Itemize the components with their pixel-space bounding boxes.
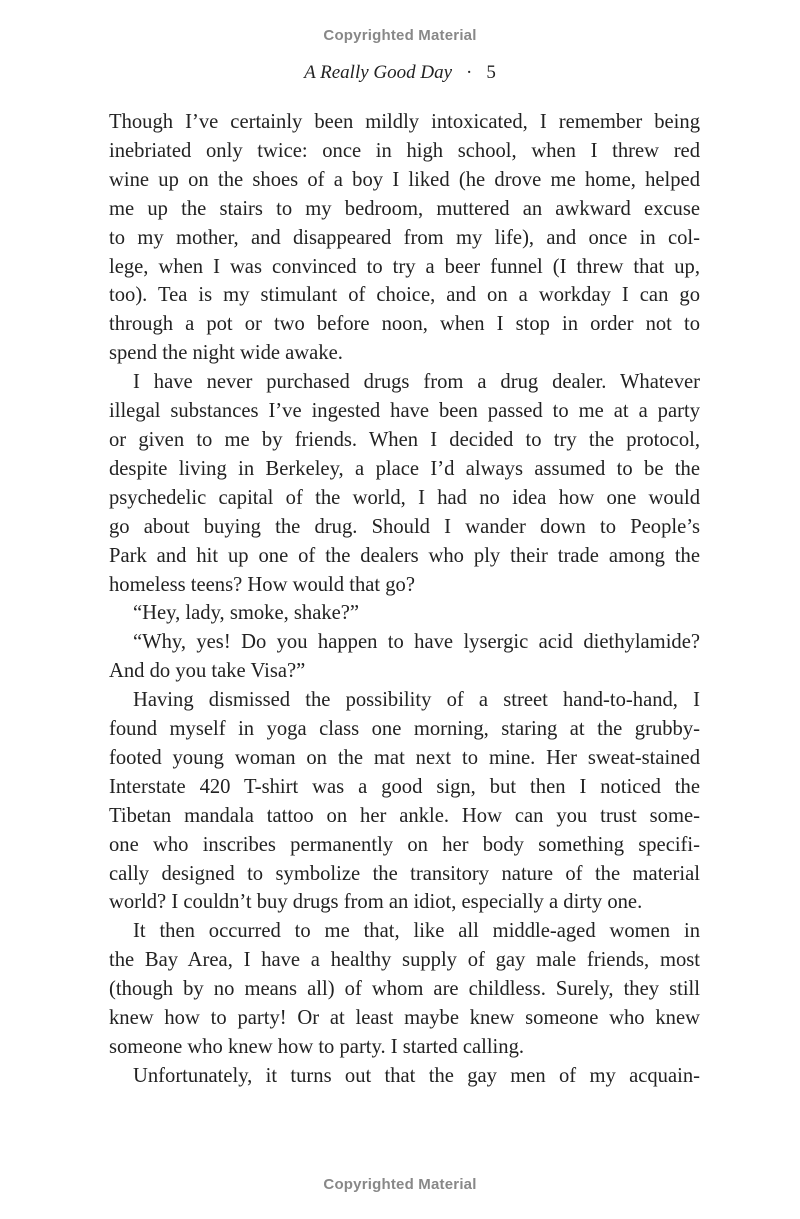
copyright-watermark-top: Copyrighted Material [323,27,477,44]
running-head [0,62,800,84]
text-line: footed young woman on the mat next to mine. Her sweat-stained [109,746,700,769]
text-line: cally designed to symbolize the transitory nature of the material [109,862,700,885]
text-line: And do you take Visa?” [109,660,306,683]
text-line: I have never purchased drugs from a drug dealer. Whatever [133,371,700,394]
text-line: homeless teens? How would that go? [109,573,415,596]
text-line: Park and hit up one of the dealers who ply their trade among the [109,544,700,567]
text-line: Tibetan mandala tattoo on her ankle. How can you trust some- [109,804,700,827]
text-line: to my mother, and disappeared from my life), and once in col- [109,226,700,249]
text-line: go about buying the drug. Should I wander down to People’s [109,515,700,538]
text-line: despite living in Berkeley, a place I’d always assumed to be the [109,457,700,480]
text-line: Though I’ve certainly been mildly intoxicated, I remember being [109,111,700,133]
text-line: through a pot or two before noon, when I stop in order not to [109,313,700,336]
text-line: Interstate 420 T-shirt was a good sign, but then I noticed the [109,775,700,798]
text-line: knew how to party! Or at least maybe knew someone who knew [109,1007,700,1030]
text-line: inebriated only twice: once in high school, when I threw red [109,139,700,162]
text-line: psychedelic capital of the world, I had no idea how one would [109,486,700,509]
text-line: (though by no means all) of whom are childless. Surely, they still [109,978,700,1001]
text-line: spend the night wide awake. [109,342,343,365]
text-line: “Hey, lady, smoke, shake?” [133,602,360,625]
text-line: illegal substances I’ve ingested have been passed to me at a party [109,400,700,423]
copyright-watermark-bottom: Copyrighted Material [323,1176,477,1193]
text-line: wine up on the shoes of a boy I liked (he drove me home, helped [109,168,700,191]
book-title: A Really Good Day [304,62,453,83]
text-line: too). Tea is my stimulant of choice, and on a workday I can go [109,284,700,307]
text-line: lege, when I was convinced to try a beer funnel (I threw that up, [109,255,700,278]
body-text [109,108,700,1091]
text-line: “Why, yes! Do you happen to have lysergic acid diethylamide? [133,631,700,654]
text-line: world? I couldn’t buy drugs from an idiot, especially a dirty one. [109,891,643,914]
text-line: the Bay Area, I have a healthy supply of gay male friends, most [109,949,700,972]
text-line: one who inscribes permanently on her body something specifi- [109,833,700,856]
header-separator: · [466,62,473,83]
text-line: Having dismissed the possibility of a street hand-to-hand, I [133,689,700,712]
page-number: 5 [486,62,496,83]
text-line: someone who knew how to party. I started calling. [109,1036,525,1058]
text-line: Unfortunately, it turns out that the gay men of my acquain- [133,1064,700,1087]
text-line: me up the stairs to my bedroom, muttered an awkward excuse [109,197,700,220]
text-line: or given to me by friends. When I decided to try the protocol, [109,428,700,451]
text-line: found myself in yoga class one morning, staring at the grubby- [109,718,700,741]
text-line: It then occurred to me that, like all middle-aged women in [133,920,700,943]
